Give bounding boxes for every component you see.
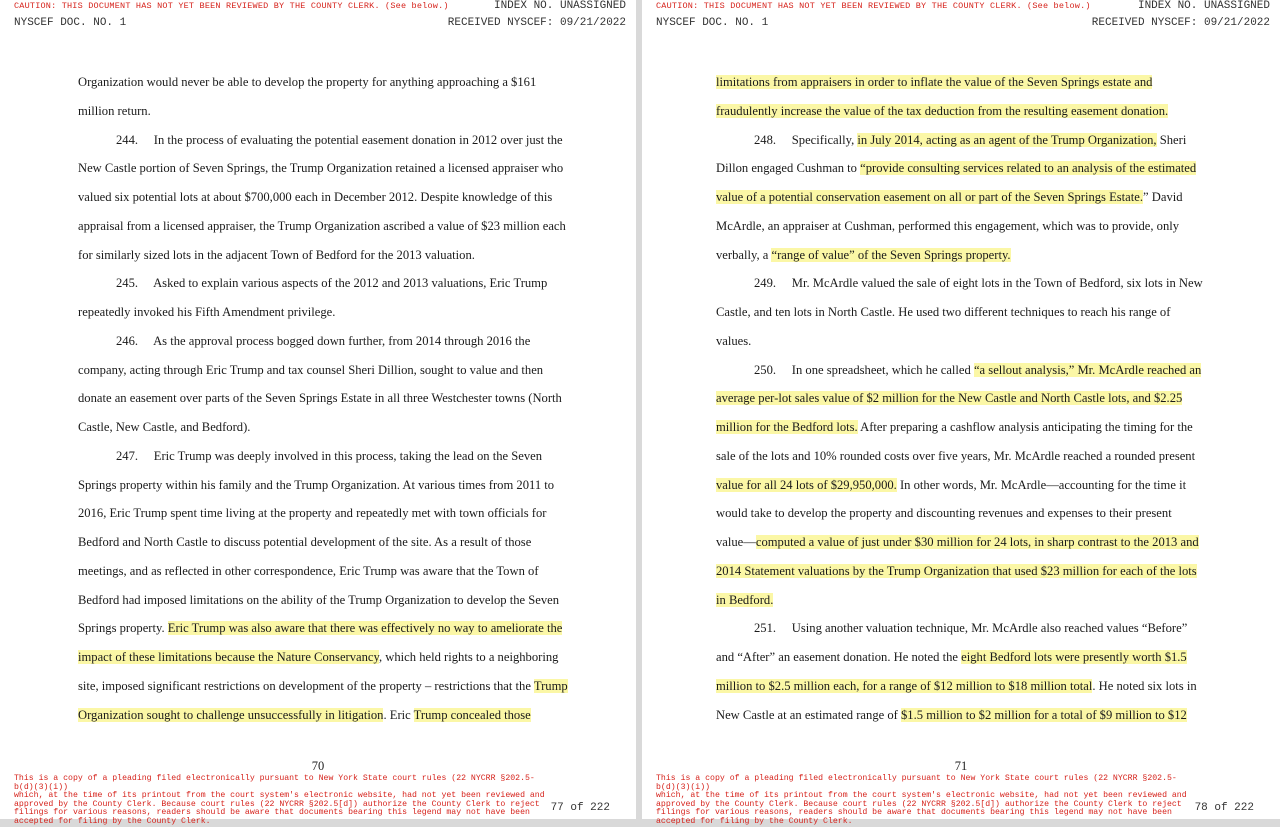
text-line — [78, 417, 598, 446]
text-line — [716, 446, 1236, 475]
highlighted-text: Trump — [533, 678, 568, 693]
text-segment: appraisal from a licensed appraiser, the Trump Organization ascribed a value of $23 million each — [78, 218, 566, 233]
highlighted-text: million for the Bedford lots. — [716, 420, 858, 434]
text-line — [78, 130, 598, 159]
text-line — [716, 388, 1236, 417]
text-segment: sale of the lots and 10% rounded costs over five years, Mr. McArdle reached a rounded present — [716, 448, 1196, 463]
text-segment: 245. Asked to explain various aspects of the 2012 and 2013 valuations, Eric Trump — [116, 276, 548, 291]
text-segment: . He noted six lots in — [1092, 678, 1197, 693]
page-count: 78 of 222 — [1194, 802, 1254, 814]
text-line — [78, 705, 598, 734]
highlighted-text: average per-lot sales value of $2 million for the New Castle and North Castle lots, and $2.25 — [716, 391, 1183, 406]
text-segment: Springs property within his family and the Trump Organization. At various times from 2011 to — [78, 477, 555, 492]
text-line — [78, 273, 598, 302]
text-segment: for similarly sized lots in the adjacent Town of Bedford for the 2013 valuation. — [78, 247, 475, 262]
index-number: INDEX NO. UNASSIGNED — [1137, 0, 1270, 12]
text-line — [716, 561, 1236, 590]
highlighted-text: value of a potential conservation easement on all or part of the Seven Springs Estate. — [716, 190, 1144, 204]
text-segment: verbally, a — [716, 247, 772, 262]
text-segment: 2016, Eric Trump spent time living at the property and repeatedly met with town officials for — [78, 506, 547, 521]
highlighted-text: in Bedford. — [716, 592, 774, 607]
text-line — [78, 187, 598, 216]
text-line — [716, 130, 1236, 159]
page-number: 70 — [311, 759, 325, 773]
text-line — [716, 101, 1236, 130]
text-line — [716, 245, 1236, 274]
text-line — [78, 158, 598, 187]
text-line — [78, 388, 598, 417]
text-segment: million return. — [78, 103, 151, 118]
text-segment: value— — [716, 535, 756, 549]
legal-notice: This is a copy of a pleading filed electronically pursuant to New York State court rules (22 NYCRR §202.5-b(d)(3)(i)) which, at the time of its printout from the court system's electronic website, had not yet been reviewed and approved by the County Clerk. Because court rules (22 NYCRR §202.5[d]) authorize the County Clerk to reject filings for various reasons, readers should be aware that documents bearing this legend may not have been accepted for filing by the County Clerk. — [14, 774, 545, 826]
page-71 — [642, 0, 1280, 826]
text-segment: . Eric — [383, 707, 414, 722]
text-line — [716, 158, 1236, 187]
text-line — [716, 187, 1236, 216]
text-line — [716, 417, 1236, 446]
text-segment: McArdle, an appraiser at Cushman, performed this engagement, which was to provide, only — [716, 218, 1180, 233]
page-count: 77 of 222 — [550, 802, 610, 814]
text-line — [78, 590, 598, 619]
text-line — [716, 216, 1236, 245]
highlighted-text: Trump concealed those — [413, 707, 531, 722]
text-line — [78, 503, 598, 532]
text-segment: Sheri — [1156, 132, 1187, 147]
page-body — [78, 72, 598, 733]
text-line — [78, 561, 598, 590]
text-line — [78, 676, 598, 705]
text-line — [716, 503, 1236, 532]
text-segment: ” David — [1143, 190, 1183, 204]
text-segment: and “After” an easement donation. He noted the — [716, 650, 962, 664]
highlighted-text: Organization sought to challenge unsuccessfully in litigation — [78, 707, 384, 722]
highlighted-text: “provide consulting services related to an analysis of the estimated — [860, 161, 1197, 176]
text-line — [78, 331, 598, 360]
highlighted-text: “a sellout analysis,” Mr. McArdle reached an — [973, 362, 1202, 377]
text-segment: company, acting through Eric Trump and tax counsel Sheri Dillion, sought to value and then — [78, 362, 544, 377]
text-line — [78, 245, 598, 274]
highlighted-text: million to $2.5 million each, for a range of $12 million to $18 million total — [716, 678, 1093, 693]
text-segment: 246. As the approval process bogged down further, from 2014 through 2016 the — [116, 333, 531, 348]
text-line — [716, 475, 1236, 504]
text-line — [78, 647, 598, 676]
page-70 — [0, 0, 636, 826]
legal-notice: This is a copy of a pleading filed electronically pursuant to New York State court rules (22 NYCRR §202.5-b(d)(3)(i)) which, at the time of its printout from the court system's electronic website, had not yet been reviewed and approved by the County Clerk. Because court rules (22 NYCRR §202.5[d]) authorize the County Clerk to reject filings for various reasons, readers should be aware that documents bearing this legend may not have been accepted for filing by the County Clerk. — [656, 774, 1187, 826]
text-segment: Castle, New Castle, and Bedford). — [78, 420, 251, 434]
text-segment: In other words, Mr. McArdle—accounting for the time it — [896, 477, 1187, 492]
text-segment: Bedford had imposed limitations on the ability of the Trump Organization to develop the Seven — [78, 592, 560, 607]
text-line — [78, 216, 598, 245]
text-segment: After preparing a cashflow analysis anticipating the timing for the — [857, 420, 1193, 434]
text-segment: 247. Eric Trump was deeply involved in this process, taking the lead on the Seven — [116, 448, 543, 463]
received-date: RECEIVED NYSCEF: 09/21/2022 — [447, 17, 626, 29]
text-segment: valued six potential lots at about $700,000 each in December 2012. Despite knowledge of this — [78, 190, 553, 204]
text-segment: Dillon engaged Cushman to — [716, 161, 861, 176]
text-segment: Bedford and North Castle to discuss potential development of the site. As a result of those — [78, 535, 532, 549]
text-segment: Organization would never be able to develop the property for anything approaching a $161 — [78, 75, 537, 89]
text-line — [716, 331, 1236, 360]
received-date: RECEIVED NYSCEF: 09/21/2022 — [1091, 17, 1270, 29]
text-segment: Castle, and ten lots in North Castle. He used two different techniques to reach his range of — [716, 305, 1171, 319]
highlighted-text: Eric Trump was also aware that there was effectively no way to ameliorate the — [167, 621, 563, 636]
text-line — [716, 647, 1236, 676]
text-segment: donate an easement over parts of the Seven Springs Estate in all three Westchester towns (North — [78, 391, 562, 406]
text-segment: site, imposed significant restrictions on development of the property – restrictions that the — [78, 678, 534, 693]
highlighted-text: in July 2014, acting as an agent of the Trump Organization, — [857, 132, 1157, 147]
text-segment: Springs property. — [78, 621, 168, 636]
caution-banner: CAUTION: THIS DOCUMENT HAS NOT YET BEEN REVIEWED BY THE COUNTY CLERK. (See below.) — [656, 1, 1091, 11]
text-line — [78, 532, 598, 561]
highlighted-text: $1.5 million to $2 million for a total of $9 million to $12 — [901, 707, 1187, 722]
text-line — [716, 532, 1236, 561]
page-body — [716, 72, 1236, 733]
text-segment: 250. In one spreadsheet, which he called — [754, 362, 974, 377]
index-number: INDEX NO. UNASSIGNED — [493, 0, 626, 12]
highlighted-text: fraudulently increase the value of the tax deduction from the resulting easement donation. — [716, 103, 1169, 118]
page-number: 71 — [954, 759, 968, 773]
highlighted-text: impact of these limitations because the Nature Conservancy — [78, 650, 379, 664]
text-segment: 244. In the process of evaluating the potential easement donation in 2012 over just the — [116, 132, 563, 147]
highlighted-text: 2014 Statement valuations by the Trump Organization that used $23 million for each of the lots — [716, 563, 1197, 578]
highlighted-text: eight Bedford lots were presently worth $1.5 — [961, 650, 1187, 664]
highlighted-text: “range of value” of the Seven Springs property. — [771, 247, 1011, 262]
text-segment: repeatedly invoked his Fifth Amendment privilege. — [78, 305, 336, 319]
text-line — [716, 705, 1236, 734]
text-segment: 249. Mr. McArdle valued the sale of eight lots in the Town of Bedford, six lots in New — [754, 276, 1203, 291]
text-line — [716, 618, 1236, 647]
text-line — [78, 618, 598, 647]
highlighted-text: computed a value of just under $30 million for 24 lots, in sharp contrast to the 2013 and — [755, 535, 1199, 549]
text-line — [716, 590, 1236, 619]
text-line — [78, 475, 598, 504]
text-line — [78, 101, 598, 130]
text-line — [716, 676, 1236, 705]
text-line — [78, 302, 598, 331]
text-segment: 251. Using another valuation technique, Mr. McArdle also reached values “Before” — [754, 621, 1188, 636]
text-line — [716, 302, 1236, 331]
doc-number: NYSCEF DOC. NO. 1 — [14, 17, 127, 29]
text-line — [716, 72, 1236, 101]
text-segment: 248. Specifically, — [754, 132, 858, 147]
text-segment: would take to develop the property and discounting revenues and expenses to their present — [716, 506, 1172, 521]
text-segment: values. — [716, 333, 752, 348]
text-line — [716, 360, 1236, 389]
highlighted-text: limitations from appraisers in order to inflate the value of the Seven Springs estate and — [716, 75, 1153, 89]
text-line — [716, 273, 1236, 302]
text-segment: , which held rights to a neighboring — [378, 650, 559, 664]
caution-banner: CAUTION: THIS DOCUMENT HAS NOT YET BEEN REVIEWED BY THE COUNTY CLERK. (See below.) — [14, 1, 449, 11]
text-segment: New Castle portion of Seven Springs, the Trump Organization retained a licensed appraiser who — [78, 161, 564, 176]
highlighted-text: value for all 24 lots of $29,950,000. — [716, 477, 897, 492]
text-line — [78, 72, 598, 101]
text-line — [78, 360, 598, 389]
text-segment: meetings, and as reflected in other correspondence, Eric Trump was aware that the Town of — [78, 563, 539, 578]
text-line — [78, 446, 598, 475]
text-segment: New Castle at an estimated range of — [716, 707, 901, 722]
doc-number: NYSCEF DOC. NO. 1 — [656, 17, 769, 29]
